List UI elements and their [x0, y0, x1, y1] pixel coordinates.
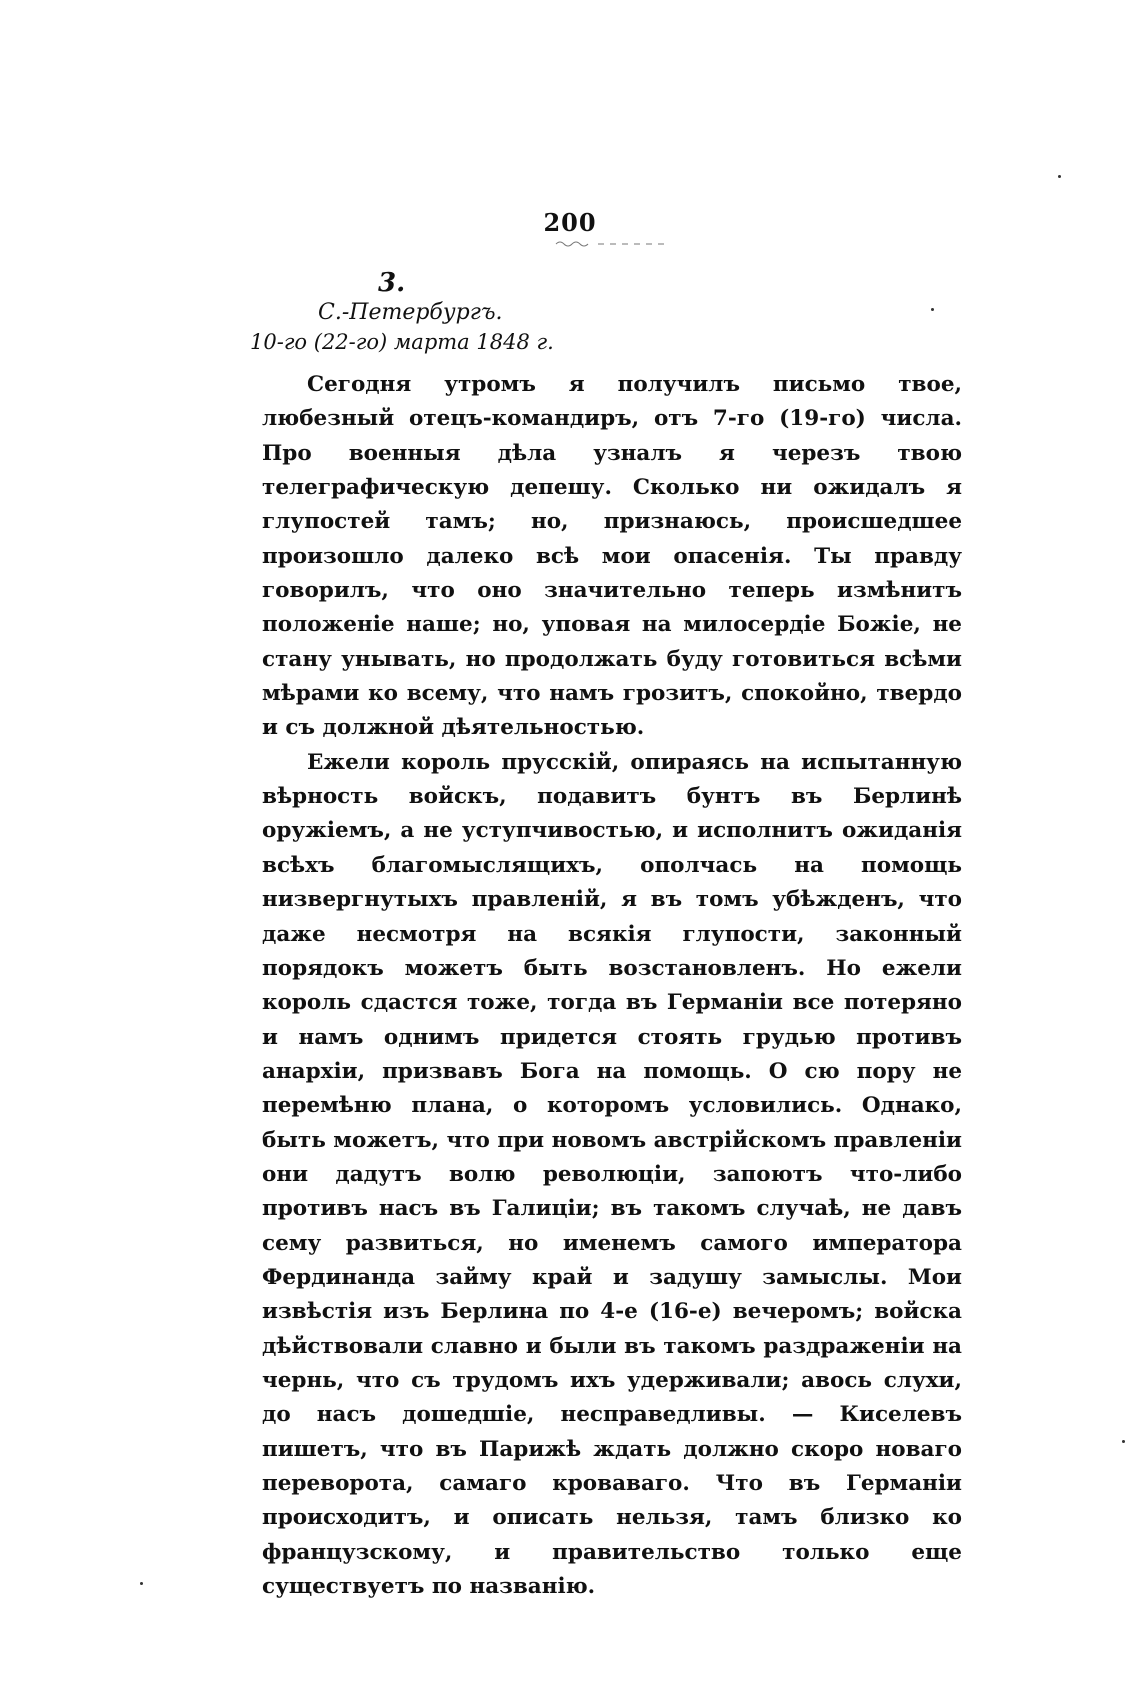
- letter-number: 3.: [378, 268, 406, 298]
- paragraph-2: Ежели король прусскій, опираясь на испытанную вѣрность войскъ, подавитъ бунтъ въ Берлинѣ оружіемъ, а не уступчивостью, и исполнитъ ожиданія всѣхъ благомыслящихъ, ополчась на помощь низвергнутыхъ правленій, я въ томъ убѣжденъ, что даже несмотря на всякія глупости, законный порядокъ можетъ быть возстановленъ. Но ежели король сдастся тоже, тогда въ Германіи все потеряно и намъ однимъ придется стоять грудью противъ анархіи, призвавъ Бога на помощь. О сю пору не перемѣню плана, о которомъ условились. Однако, быть можетъ, что при новомъ австрійскомъ правленіи они дадутъ волю революціи, запоютъ что-либо противъ насъ въ Галиціи; въ такомъ случаѣ, не давъ сему развиться, но именемъ самого императора Фердинанда займу край и задушу замыслы. Мои извѣстія изъ Берлина по 4-е (16-е) вечеромъ; войска дѣйствовали славно и были въ такомъ раздраженіи на чернь, что съ трудомъ ихъ удерживали; авось слухи, до насъ дошедшіе, несправедливы. — Киселевъ пишетъ, что въ Парижѣ ждать должно скоро новаго переворота, самаго кроваваго. Что въ Германіи происходитъ, и описать нельзя, тамъ близко ко французскому, и правительство только еще существуетъ по названію.: [262, 749, 962, 1600]
- scan-speck: [140, 1582, 143, 1585]
- scan-speck: [1122, 1440, 1125, 1443]
- letter-date: 10-го (22-го) марта 1848 г.: [250, 330, 554, 354]
- page-number-ornament: [554, 240, 674, 248]
- scan-speck: [1058, 175, 1061, 178]
- page-number: 200: [543, 208, 597, 237]
- paragraph-1: Сегодня утромъ я получилъ письмо твое, любезный отецъ-командиръ, отъ 7-го (19-го) числа. Про военныя дѣла узналъ я черезъ твою телеграфическую депешу. Сколько ни ожидалъ я глупостей тамъ; но, признаюсь, происшедшее произошло далеко всѣ мои опасенія. Ты правду говорилъ, что оно значительно теперь измѣнитъ положеніе наше; но, уповая на милосердіе Божіе, не стану унывать, но продолжать буду готовиться всѣми мѣрами ко всему, что намъ грозитъ, спокойно, твердо и съ должной дѣятельностью.: [262, 372, 962, 741]
- letter-body: [262, 368, 962, 1604]
- letter-place: С.-Петербургъ.: [318, 300, 503, 325]
- scan-speck: [931, 308, 934, 311]
